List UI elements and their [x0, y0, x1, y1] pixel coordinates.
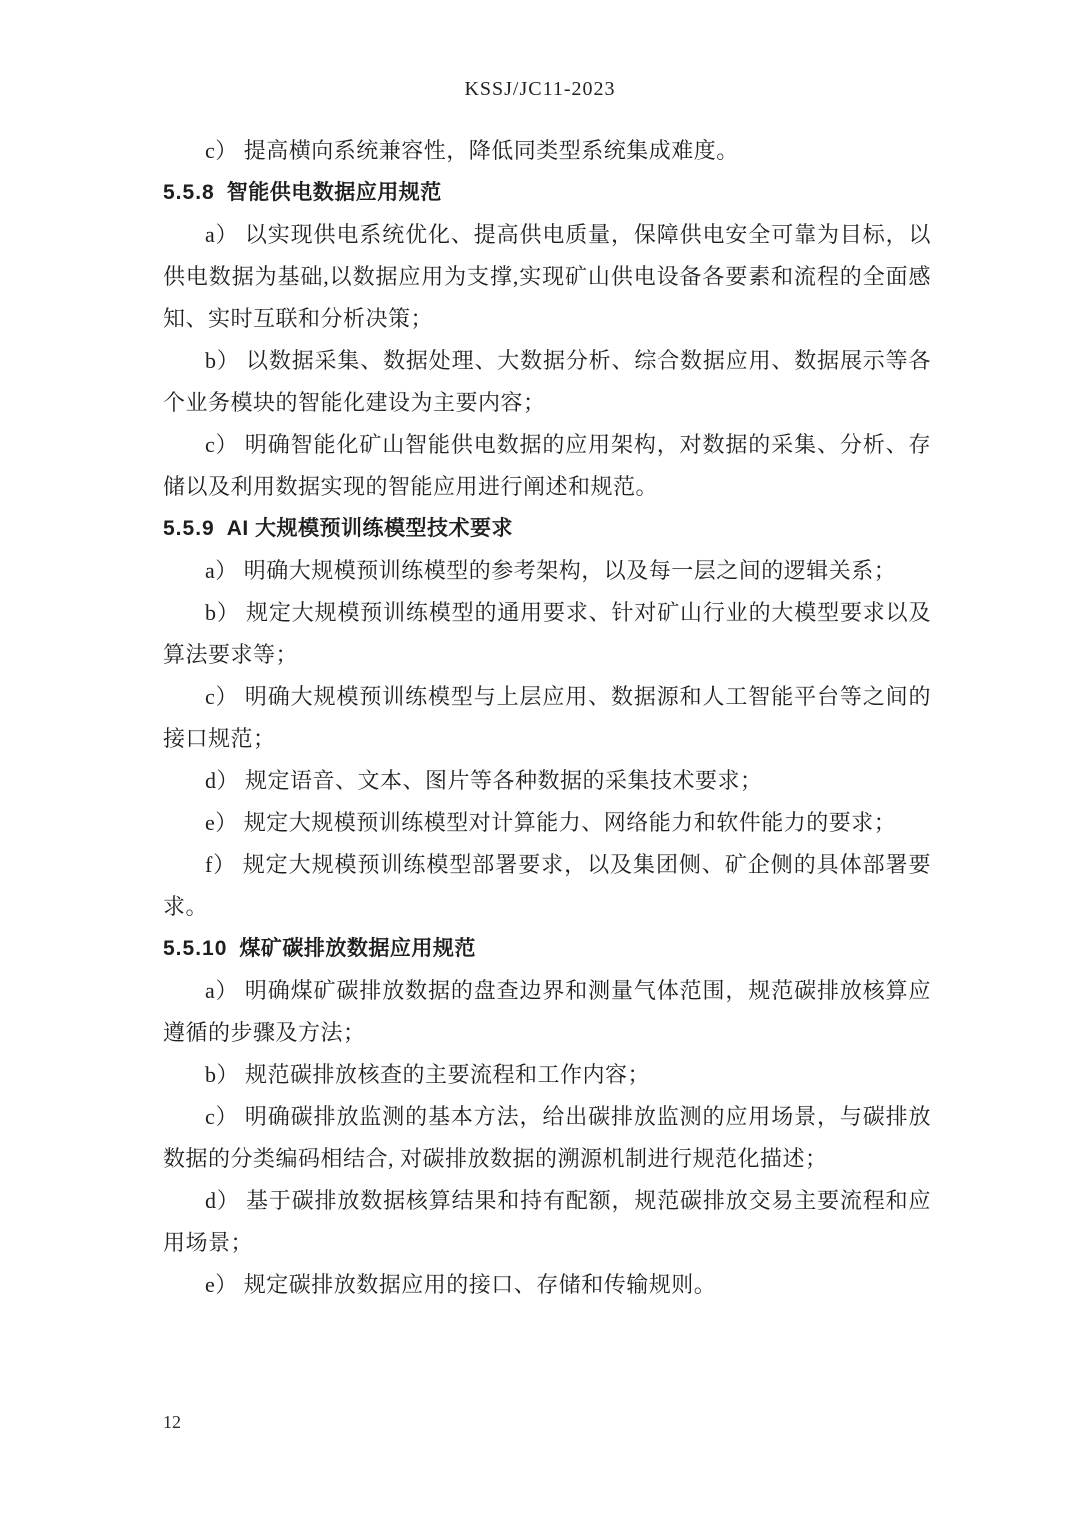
- list-item-c: c） 明确碳排放监测的基本方法，给出碳排放监测的应用场景，与碳排放数据的分类编码相结合, 对碳排放数据的溯源机制进行规范化描述；: [163, 1104, 931, 1171]
- list-item-c: c） 明确智能化矿山智能供电数据的应用架构，对数据的采集、分析、存储以及利用数据实现的智能应用进行阐述和规范。: [163, 432, 931, 499]
- list-item-b: b） 规范碳排放核查的主要流程和工作内容；: [205, 1062, 651, 1087]
- section-number: 5.5.8: [163, 181, 215, 204]
- document-header: [0, 78, 1080, 101]
- standard-code: KSSJ/JC11-2023: [464, 78, 616, 100]
- list-item-a: a） 明确大规模预训练模型的参考架构，以及每一层之间的逻辑关系；: [205, 558, 897, 583]
- section-heading-559: [163, 508, 931, 550]
- page-number: 12: [163, 1412, 181, 1432]
- section-number: 5.5.10: [163, 937, 228, 960]
- list-item-e: e） 规定碳排放数据应用的接口、存储和传输规则。: [205, 1272, 717, 1297]
- section-title: 煤矿碳排放数据应用规范: [239, 937, 476, 960]
- list-item-c: c） 明确大规模预训练模型与上层应用、数据源和人工智能平台等之间的接口规范；: [163, 684, 931, 751]
- document-body: [163, 130, 931, 1306]
- list-item-a: a） 以实现供电系统优化、提高供电质量，保障供电安全可靠为目标，以供电数据为基础,以数据应用为支撑,实现矿山供电设备各要素和流程的全面感知、实时互联和分析决策；: [163, 222, 931, 331]
- list-item-b: b） 规定大规模预训练模型的通用要求、针对矿山行业的大模型要求以及算法要求等；: [163, 600, 931, 667]
- list-item-b: b） 以数据采集、数据处理、大数据分析、综合数据应用、数据展示等各个业务模块的智能化建设为主要内容；: [163, 348, 931, 415]
- list-item-a: a） 明确煤矿碳排放数据的盘查边界和测量气体范围，规范碳排放核算应遵循的步骤及方法；: [163, 978, 931, 1045]
- list-item-d: d） 规定语音、文本、图片等各种数据的采集技术要求；: [205, 768, 763, 793]
- section-heading-558: [163, 172, 931, 214]
- list-item-e: e） 规定大规模预训练模型对计算能力、网络能力和软件能力的要求；: [205, 810, 897, 835]
- list-item-d: d） 基于碳排放数据核算结果和持有配额，规范碳排放交易主要流程和应用场景；: [163, 1188, 931, 1255]
- list-item-f: f） 规定大规模预训练模型部署要求，以及集团侧、矿企侧的具体部署要求。: [163, 852, 931, 919]
- section-number: 5.5.9: [163, 517, 215, 540]
- section-title: AI 大规模预训练模型技术要求: [226, 517, 514, 540]
- list-item-c: c） 提高横向系统兼容性，降低同类型系统集成难度。: [205, 138, 739, 163]
- section-heading-5510: [163, 928, 931, 970]
- section-title: 智能供电数据应用规范: [226, 181, 442, 204]
